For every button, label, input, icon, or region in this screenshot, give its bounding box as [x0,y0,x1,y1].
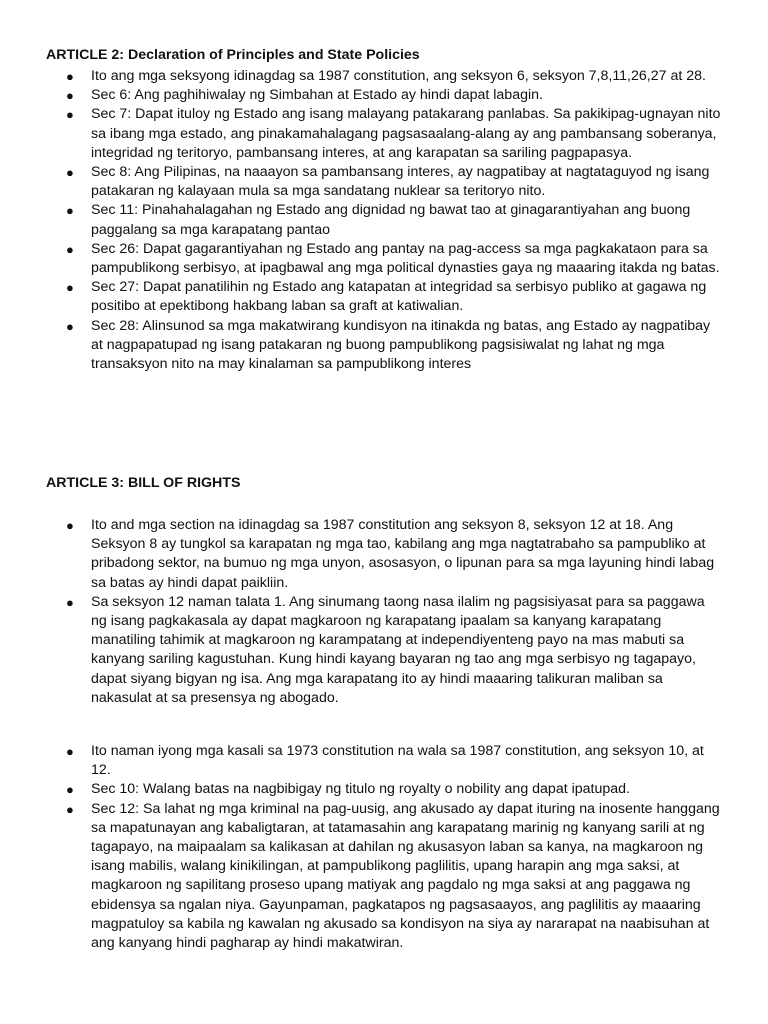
list-item-text: Sec 28: Alinsunod sa mga makatwirang kundisyon na itinakda ng batas, ang Estado ay nagpatibay at nagpapatupad ng isang patakaran ng buong pampublikong pagsisiwalat ng lahat ng mga transaksyon nito na may kinalaman sa pampublikong interes [91,317,711,373]
list-item [0,800,724,954]
list-item-text: Sec 8: Ang Pilipinas, na naaayon sa pambansang interes, ay nagpatibay at nagtataguyod ng isang patakaran ng kalayaan mula sa mga sandatang nuklear sa teritoryo nito. [91,164,710,200]
list-item [0,317,724,375]
bullet-icon: ● [66,107,74,123]
list-item [0,67,724,86]
article-2-list [0,67,724,374]
list-item [0,163,724,201]
bullet-icon: ● [66,801,74,817]
bullet-icon: ● [66,203,74,219]
article-3-list-2 [0,742,724,953]
list-item [0,516,724,593]
list-item-text: Sec 11: Pinahahalagahan ng Estado ang dignidad ng bawat tao at ginagarantiyahan ang buong paggalang sa mga karapatang pantao [91,202,691,238]
bullet-icon: ● [66,744,74,759]
list-item-text: Ito ang mga seksyong idinagdag sa 1987 constitution, ang seksyon 6, seksyon 7,8,11,26,27 at 28. [91,68,706,84]
list-item [0,105,724,163]
list-item-text: Ito naman iyong mga kasali sa 1973 constitution na wala sa 1987 constitution, ang seksyon 10, at 12. [91,743,704,779]
bullet-icon: ● [66,69,74,84]
bullet-icon: ● [66,88,74,104]
bullet-icon: ● [66,241,74,257]
article-2-heading: ARTICLE 2: Declaration of Principles and State Policies [46,47,420,63]
article-3-list-1 [0,516,724,708]
list-item-text: Sec 7: Dapat ituloy ng Estado ang isang malayang patakarang panlabas. Sa pakikipag-ugnayan nito sa ibang mga estado, ang pinakamahalagang pagsasaalang-alang ay ang pambansang soberanya, integridad ng teritoryo, pambansang interes, at ang karapatan sa sariling pagpapasya. [91,106,721,161]
list-item [0,593,724,708]
list-item [0,742,724,780]
bullet-icon: ● [66,280,74,296]
bullet-icon: ● [66,518,74,533]
list-item-text: Sec 10: Walang batas na nagbibigay ng titulo ng royalty o nobility ang dapat ipatupad. [91,781,630,798]
list-item-text: Sec 6: Ang paghihiwalay ng Simbahan at Estado ay hindi dapat labagin. [91,87,543,104]
list-item-text: Sec 27: Dapat panatilihin ng Estado ang katapatan at integridad sa serbisyo publiko at gagawa ng positibo at epektibong hakbang laban sa graft at katiwalian. [91,279,707,315]
list-item [0,240,724,278]
bullet-icon: ● [66,782,74,798]
list-item-text: Sec 26: Dapat gagarantiyahan ng Estado ang pantay na pag-access sa mga pagkakataon para sa pampublikong serbisyo, at ipagbawal ang mga political dynasties gaya ng maaaring itakda ng batas. [91,240,720,277]
list-item-text: Ito and mga section na idinagdag sa 1987 constitution ang seksyon 8, seksyon 12 at 18. Ang Seksyon 8 ay tungkol sa karapatan ng mga tao, kabilang ang mga nagtatrabaho sa pampubliko at pribadong sektor, na bumuo ng mga unyon, asosasyon, o lipunan para sa mga layuning hindi labag sa batas ay hindi dapat paikliin. [91,517,715,591]
list-item [0,278,724,316]
list-item-text: Sec 12: Sa lahat ng mga kriminal na pag-uusig, ang akusado ay dapat ituring na inosente hanggang sa mapatunayan ang kabaligtaran, at tatamasahin ang karapatang marinig ng kanyang sarili at ng tagapayo, na maipaalam sa kalikasan at dahilan ng akusasyon laban sa kanya, na magkaroon ng isang mabilis, walang kinikilingan, at pampublikong paglilitis, upang harapin ang mga saksi, at magkaroon ng sapilitang proseso upang matiyak ang pagdalo ng mga saksi at ang paggawa ng ebidensya sa ngalan niya. Gayunpaman, pagkatapos ng pagsasaayos, ang paglilitis ay maaaring magpatuloy sa kabila ng kawalan ng akusado sa kondisyon na siya ay nararapat na naabisuhan at ang kanyang hindi pagharap ay hindi makatwiran. [91,800,720,952]
article-3-heading: ARTICLE 3: BILL OF RIGHTS [46,475,241,491]
list-item-text: Sa seksyon 12 naman talata 1. Ang sinumang taong nasa ilalim ng pagsisiyasat para sa paggawa ng isang pagkakasala ay dapat magkaroon ng karapatang ipaalam sa kanyang karapatang manatiling tahimik at magkaroon ng karampatang at independiyenteng payo na mas mabuti sa kanyang sariling kagustuhan. Kung hindi kayang bayaran ng tao ang mga serbisyo ng tagapayo, dapat siyang bigyan ng isa. Ang mga karapatang ito ay hindi maaaring talikuran maliban sa nakasulat at sa presensya ng abogado. [91,593,705,706]
bullet-icon: ● [66,165,74,181]
bullet-icon: ● [66,594,74,610]
list-item [0,780,724,799]
list-item [0,201,724,239]
bullet-icon: ● [66,318,74,334]
list-item [0,86,724,105]
